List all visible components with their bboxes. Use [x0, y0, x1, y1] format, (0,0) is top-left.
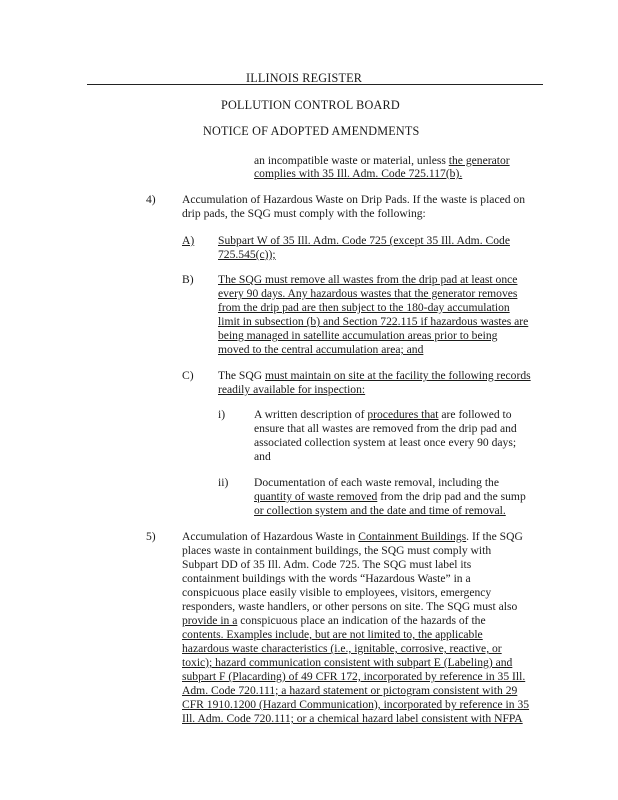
item-5-line-14: Ill. Adm. Code 720.111; or a chemical hazard label consistent with NFPA [182, 712, 523, 725]
item-c-line-2: readily available for inspection: [218, 383, 366, 396]
item-ii-line-2: quantity of waste removed from the drip pad and the sump [254, 490, 526, 503]
item-i-line-1: A written description of procedures that are followed to [254, 408, 512, 421]
item-5-line-8: contents. Examples include, but are not limited to, the applicable [182, 628, 483, 641]
item-5-line-5: conspicuous place easily visible to employees, visitors, emergency [182, 586, 492, 599]
item-5-line-2: places waste in containment buildings, the SQG must comply with [182, 544, 492, 557]
item-5-line-11: subpart F (Placarding) of 49 CFR 172, incorporated by reference in 35 Ill. [182, 670, 526, 683]
item-c-label: C) [182, 369, 194, 382]
item-5-line-3: Subpart DD of 35 Ill. Adm. Code 725. The SQG must label its [182, 558, 472, 571]
notice-title: NOTICE OF ADOPTED AMENDMENTS [203, 124, 420, 138]
item-i-line-2: ensure that all wastes are removed from the drip pad and [254, 422, 517, 435]
item-5-line-9: hazardous waste characteristics (i.e., ignitable, corrosive, reactive, or [182, 642, 502, 655]
item-a-label: A) [182, 234, 195, 247]
item-ii-label: ii) [218, 476, 229, 489]
item-4-line-2: drip pads, the SQG must comply with the following: [182, 207, 426, 220]
item-b-line-6: moved to the central accumulation area; and [218, 343, 424, 356]
item-b-line-1: The SQG must remove all wastes from the drip pad at least once [218, 273, 518, 286]
item-5-line-13: CFR 1910.1200 (Hazard Communication), incorporated by reference in 35 [182, 698, 530, 711]
item-ii-line-3: or collection system and the date and time of removal. [254, 504, 506, 517]
item-c-line-1: The SQG must maintain on site at the facility the following records [218, 369, 531, 382]
continuation-line-2: complies with 35 Ill. Adm. Code 725.117(b). [254, 167, 463, 180]
item-b-label: B) [182, 273, 194, 286]
item-b-line-3: from the drip pad are then subject to the 180-day accumulation [218, 301, 510, 314]
item-5-line-7: provide in a conspicuous place an indication of the hazards of the [182, 614, 486, 627]
item-4-number: 4) [146, 193, 156, 206]
board-title: POLLUTION CONTROL BOARD [221, 98, 400, 112]
item-5-line-1: Accumulation of Hazardous Waste in Containment Buildings. If the SQG [182, 530, 523, 543]
item-ii-line-1: Documentation of each waste removal, including the [254, 476, 499, 489]
item-5-number: 5) [146, 530, 156, 543]
item-5-line-10: toxic); hazard communication consistent with subpart E (Labeling) and [182, 656, 513, 669]
register-title: ILLINOIS REGISTER [246, 71, 363, 85]
item-b-line-4: limit in subsection (b) and Section 722.115 if hazardous wastes are [218, 315, 529, 328]
item-5-line-4: containment buildings with the words “Hazardous Waste” in a [182, 572, 471, 585]
item-i-line-4: and [254, 450, 271, 463]
item-i-line-3: associated collection system at least once every 90 days; [254, 436, 517, 449]
item-5-line-6: responders, waste handlers, or other persons on site. The SQG must also [182, 600, 518, 613]
item-b-line-2: every 90 days. Any hazardous wastes that the generator removes [218, 287, 518, 300]
item-b-line-5: being managed in satellite accumulation areas prior to being [218, 329, 498, 342]
item-4-line-1: Accumulation of Hazardous Waste on Drip Pads. If the waste is placed on [182, 193, 526, 206]
item-i-label: i) [218, 408, 226, 421]
item-5-line-12: Adm. Code 720.111; a hazard statement or pictogram consistent with 29 [182, 684, 518, 697]
item-a-line-1: Subpart W of 35 Ill. Adm. Code 725 (except 35 Ill. Adm. Code [218, 234, 510, 247]
item-a-line-2: 725.545(c)); [218, 248, 276, 261]
continuation-line-1: an incompatible waste or material, unless the generator [254, 154, 510, 167]
